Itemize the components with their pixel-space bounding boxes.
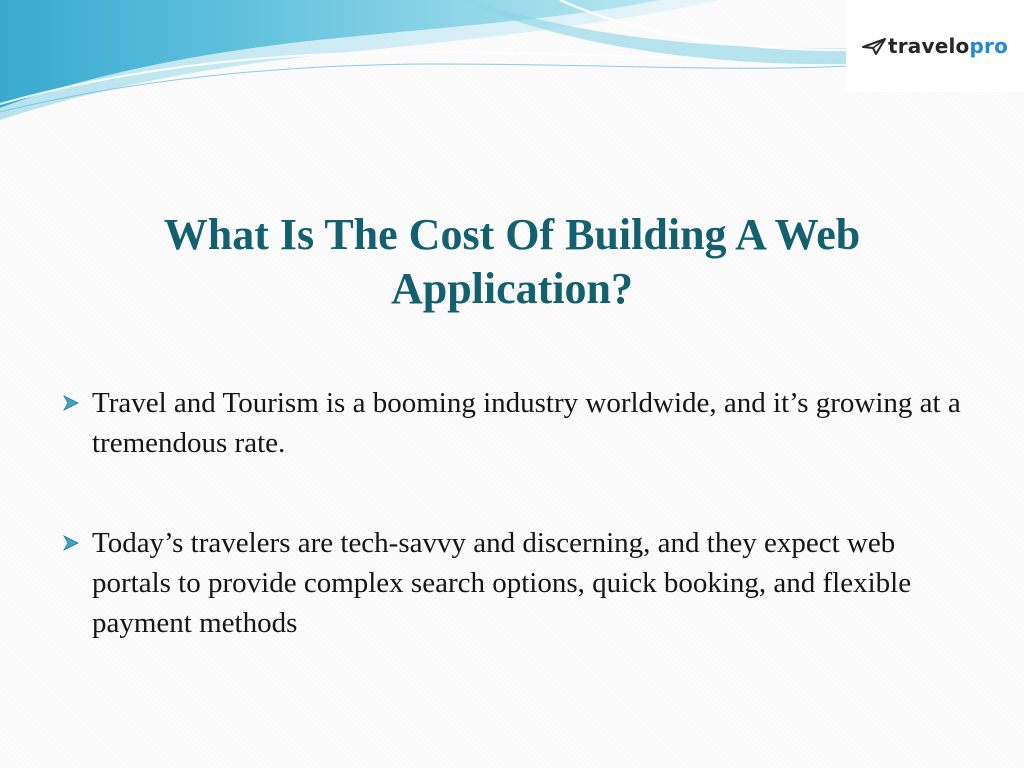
logo-text-travelo: travelo [887, 34, 970, 58]
bullet-list [62, 383, 962, 643]
travelopro-logo [846, 0, 1024, 92]
arrow-bullet-icon [62, 383, 84, 423]
bullet-item [62, 523, 962, 643]
slide-title: What Is The Cost Of Building A Web Application? [163, 210, 861, 313]
bullet-text: Travel and Tourism is a booming industry worldwide, and it’s growing at a tremendous rate. [92, 387, 961, 459]
logo-text-pro: pro [969, 34, 1009, 58]
bullet-item [62, 383, 962, 463]
arrow-bullet-icon [62, 523, 84, 563]
bullet-text: Today’s travelers are tech-savvy and discerning, and they expect web portals to provide complex search options, quick booking, and flexible payment methods [92, 527, 912, 639]
paper-plane-icon [862, 36, 886, 56]
